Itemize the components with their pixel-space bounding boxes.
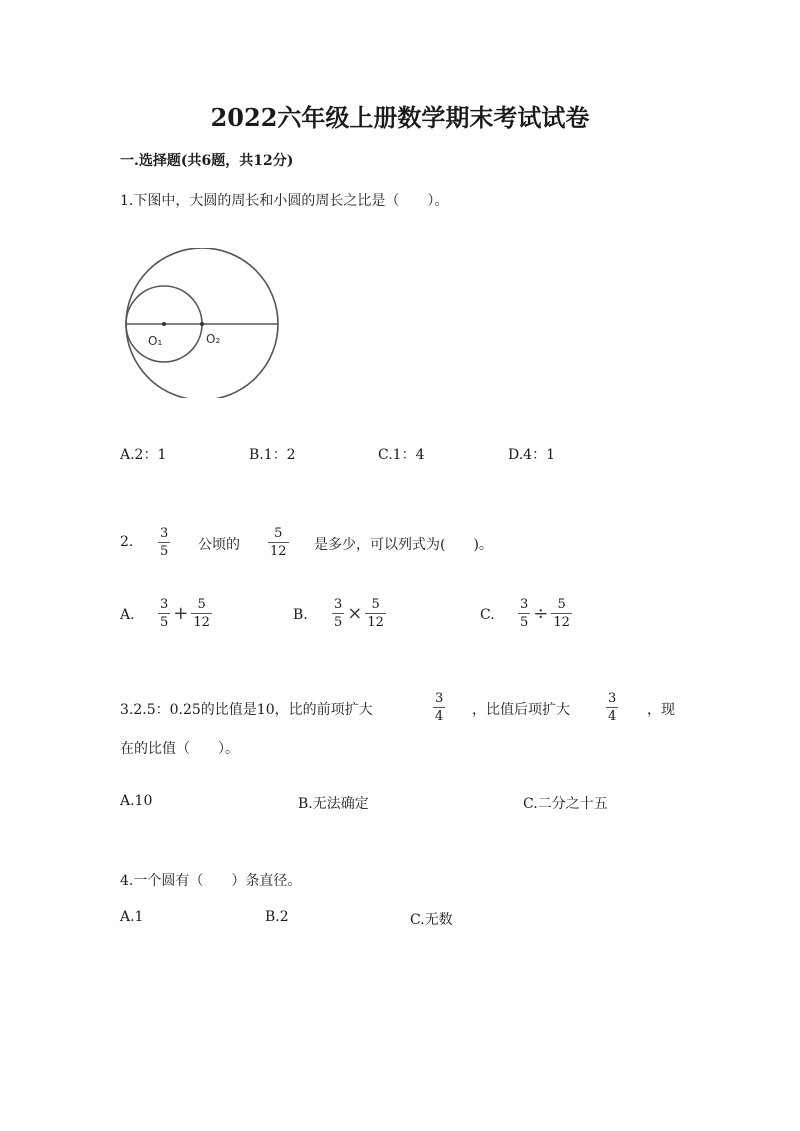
question-1-text: 1.下图中，大圆的周长和小圆的周长之比是（ ）。 [120,193,449,209]
q4-option-c: C.无数 [410,912,453,928]
q1-option-a: A.2：1 [120,447,167,463]
q2-prefix: 2. [120,534,134,550]
page-title: 2022六年级上册数学期末考试试卷 [210,103,590,132]
fraction-denominator: 4 [435,709,444,724]
q1-option-c: C.1：4 [378,447,425,463]
q2-option-a-expression: $\frac{3}{5}$ + $\frac{5}{12}$ [160,597,210,630]
q3-option-a: A.10 [120,793,153,809]
q3-text-line2: 在的比值（ ）。 [120,741,239,757]
q2-option-a-label: A. [120,607,135,623]
label-o1: O₁ [148,334,163,348]
q3-fraction-a [433,692,445,723]
q2-option-b-expression: $\frac{3}{5}$ × $\frac{5}{12}$ [334,597,384,630]
q2-fraction-2 [268,527,289,558]
q2-suffix: 是多少，可以列式为( )。 [314,537,493,553]
q4-option-a: A.1 [120,909,144,925]
circles-figure [118,248,288,398]
fraction-numerator: 3 [608,691,617,706]
center-o2-point [200,322,204,326]
q2-fraction-1 [158,527,170,558]
divide-operator: ÷ [533,602,549,624]
q3-fraction-b [606,692,618,723]
question-4-text: 4.一个圆有（ ）条直径。 [120,873,302,889]
q3-text-part1: 3.2.5：0.25的比值是10，比的前项扩大 [120,702,373,718]
fraction-denominator: 5 [160,544,169,559]
fraction-numerator: 5 [274,526,283,541]
q2-option-c-expression: $\frac{3}{5}$ ÷ $\frac{5}{12}$ [520,597,570,630]
plus-operator: + [173,602,189,624]
q3-text-part3: ，现 [647,702,675,718]
q2-mid-text: 公顷的 [198,537,240,553]
q1-option-b: B.1：2 [249,447,296,463]
fraction-numerator: 3 [160,526,169,541]
center-o1-point [162,322,166,326]
section-heading: 一.选择题(共6题，共12分) [120,153,294,169]
q3-option-c: C.二分之十五 [523,796,608,812]
q3-option-b: B.无法确定 [298,796,369,812]
q1-option-d: D.4：1 [508,447,555,463]
q2-option-b-label: B. [293,607,308,623]
fraction-numerator: 3 [435,691,444,706]
label-o2: O₂ [206,332,221,346]
fraction-denominator: 4 [608,709,617,724]
q3-text-part2: ，比值后项扩大 [472,702,570,718]
times-operator: × [347,602,363,624]
fraction-denominator: 12 [270,544,287,559]
q4-option-b: B.2 [265,909,289,925]
q2-option-c-label: C. [480,607,495,623]
